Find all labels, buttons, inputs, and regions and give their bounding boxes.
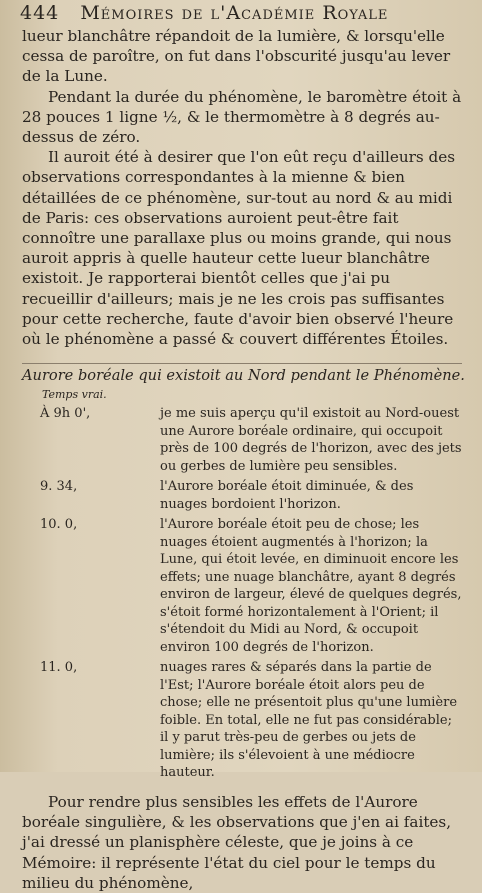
- paragraph: Pour rendre plus sensibles les effets de l'Aurore boréale singulière, & les observations que j'en ai faites, j'ai dressé un planisphère céleste, que je joins à ce Mémoire: il représente l'état du ciel pour le temps du milieu du phénomène,: [22, 792, 452, 892]
- observation-entry: [22, 659, 462, 782]
- entry-text: nuages rares & séparés dans la partie de l'Est; l'Aurore boréale étoit alors peu de chose; elle ne présentoit plus qu'une lumière foible. En total, elle ne fut pas considérable; il y parut très-peu de gerbes ou jets de lumière; ils s'élevoient à une médiocre hauteur.: [160, 660, 458, 781]
- entry-text: je me suis aperçu qu'il existoit au Nord-ouest une Aurore boréale ordinaire, qui occupoit près de 100 degrés de l'horizon, avec des jets ou gerbes de lumière peu sensibles.: [160, 406, 462, 474]
- paragraph: Il auroit été à desirer que l'on eût reçu d'ailleurs des observations correspondantes à la mienne & bien détaillées de ce phénomène, sur-tout au nord & au midi de Paris: ces observations auroient peut-être fait connoître une parallaxe plus ou moins grande, qui nous auroit appris à quelle hauteur cette lueur blanchâtre existoit. Je rapporterai bientôt celles que j'ai pu recueillir d'ailleurs; mais je ne les crois pas suffisantes pour cette recherche, faute d'avoir bien observé l'heure où le phénomène a passé & couvert différentes Étoiles.: [22, 148, 456, 349]
- paragraph: lueur blanchâtre répandoit de la lumière, & lorsqu'elle cessa de paroître, on fut dans l'obscurité jusqu'au lever de la Lune.: [22, 27, 451, 86]
- temps-vrai-label: Temps vrai.: [42, 388, 107, 402]
- entry-time: À 9h 0',: [40, 406, 91, 422]
- observation-entry: [22, 405, 462, 475]
- entry-time: 9. 34,: [40, 479, 78, 495]
- running-title: Mémoires de l'Académie Royale: [80, 2, 389, 24]
- entry-text: l'Aurore boréale étoit peu de chose; les nuages étoient augmentés à l'horizon; la Lune, qui étoit levée, en diminuoit encore les effets; une nuage blanchâtre, ayant 8 degrés environ de largeur, élevé de quelques degrés, s'étoit formé horizontalement à l'Orient; il s'étendoit du Midi au Nord, & occupoit environ 100 degrés de l'horizon.: [160, 517, 462, 655]
- observation-entry: [22, 516, 462, 656]
- page-header: [20, 2, 470, 26]
- observation-entry: [22, 478, 462, 513]
- entry-time: 11. 0,: [40, 660, 78, 676]
- paragraph: Pendant la durée du phénomène, le baromètre étoit à 28 pouces 1 ligne ½, & le thermomètre à 8 degrés au-dessus de zéro.: [22, 87, 462, 147]
- section-heading: Aurore boréale qui existoit au Nord pendant le Phénomène.: [22, 363, 462, 386]
- entry-text: l'Aurore boréale étoit diminuée, & des nuages bordoient l'horizon.: [160, 479, 414, 512]
- page-body: [22, 26, 465, 893]
- page-number: 444: [20, 2, 60, 24]
- entry-time: 10. 0,: [40, 517, 78, 533]
